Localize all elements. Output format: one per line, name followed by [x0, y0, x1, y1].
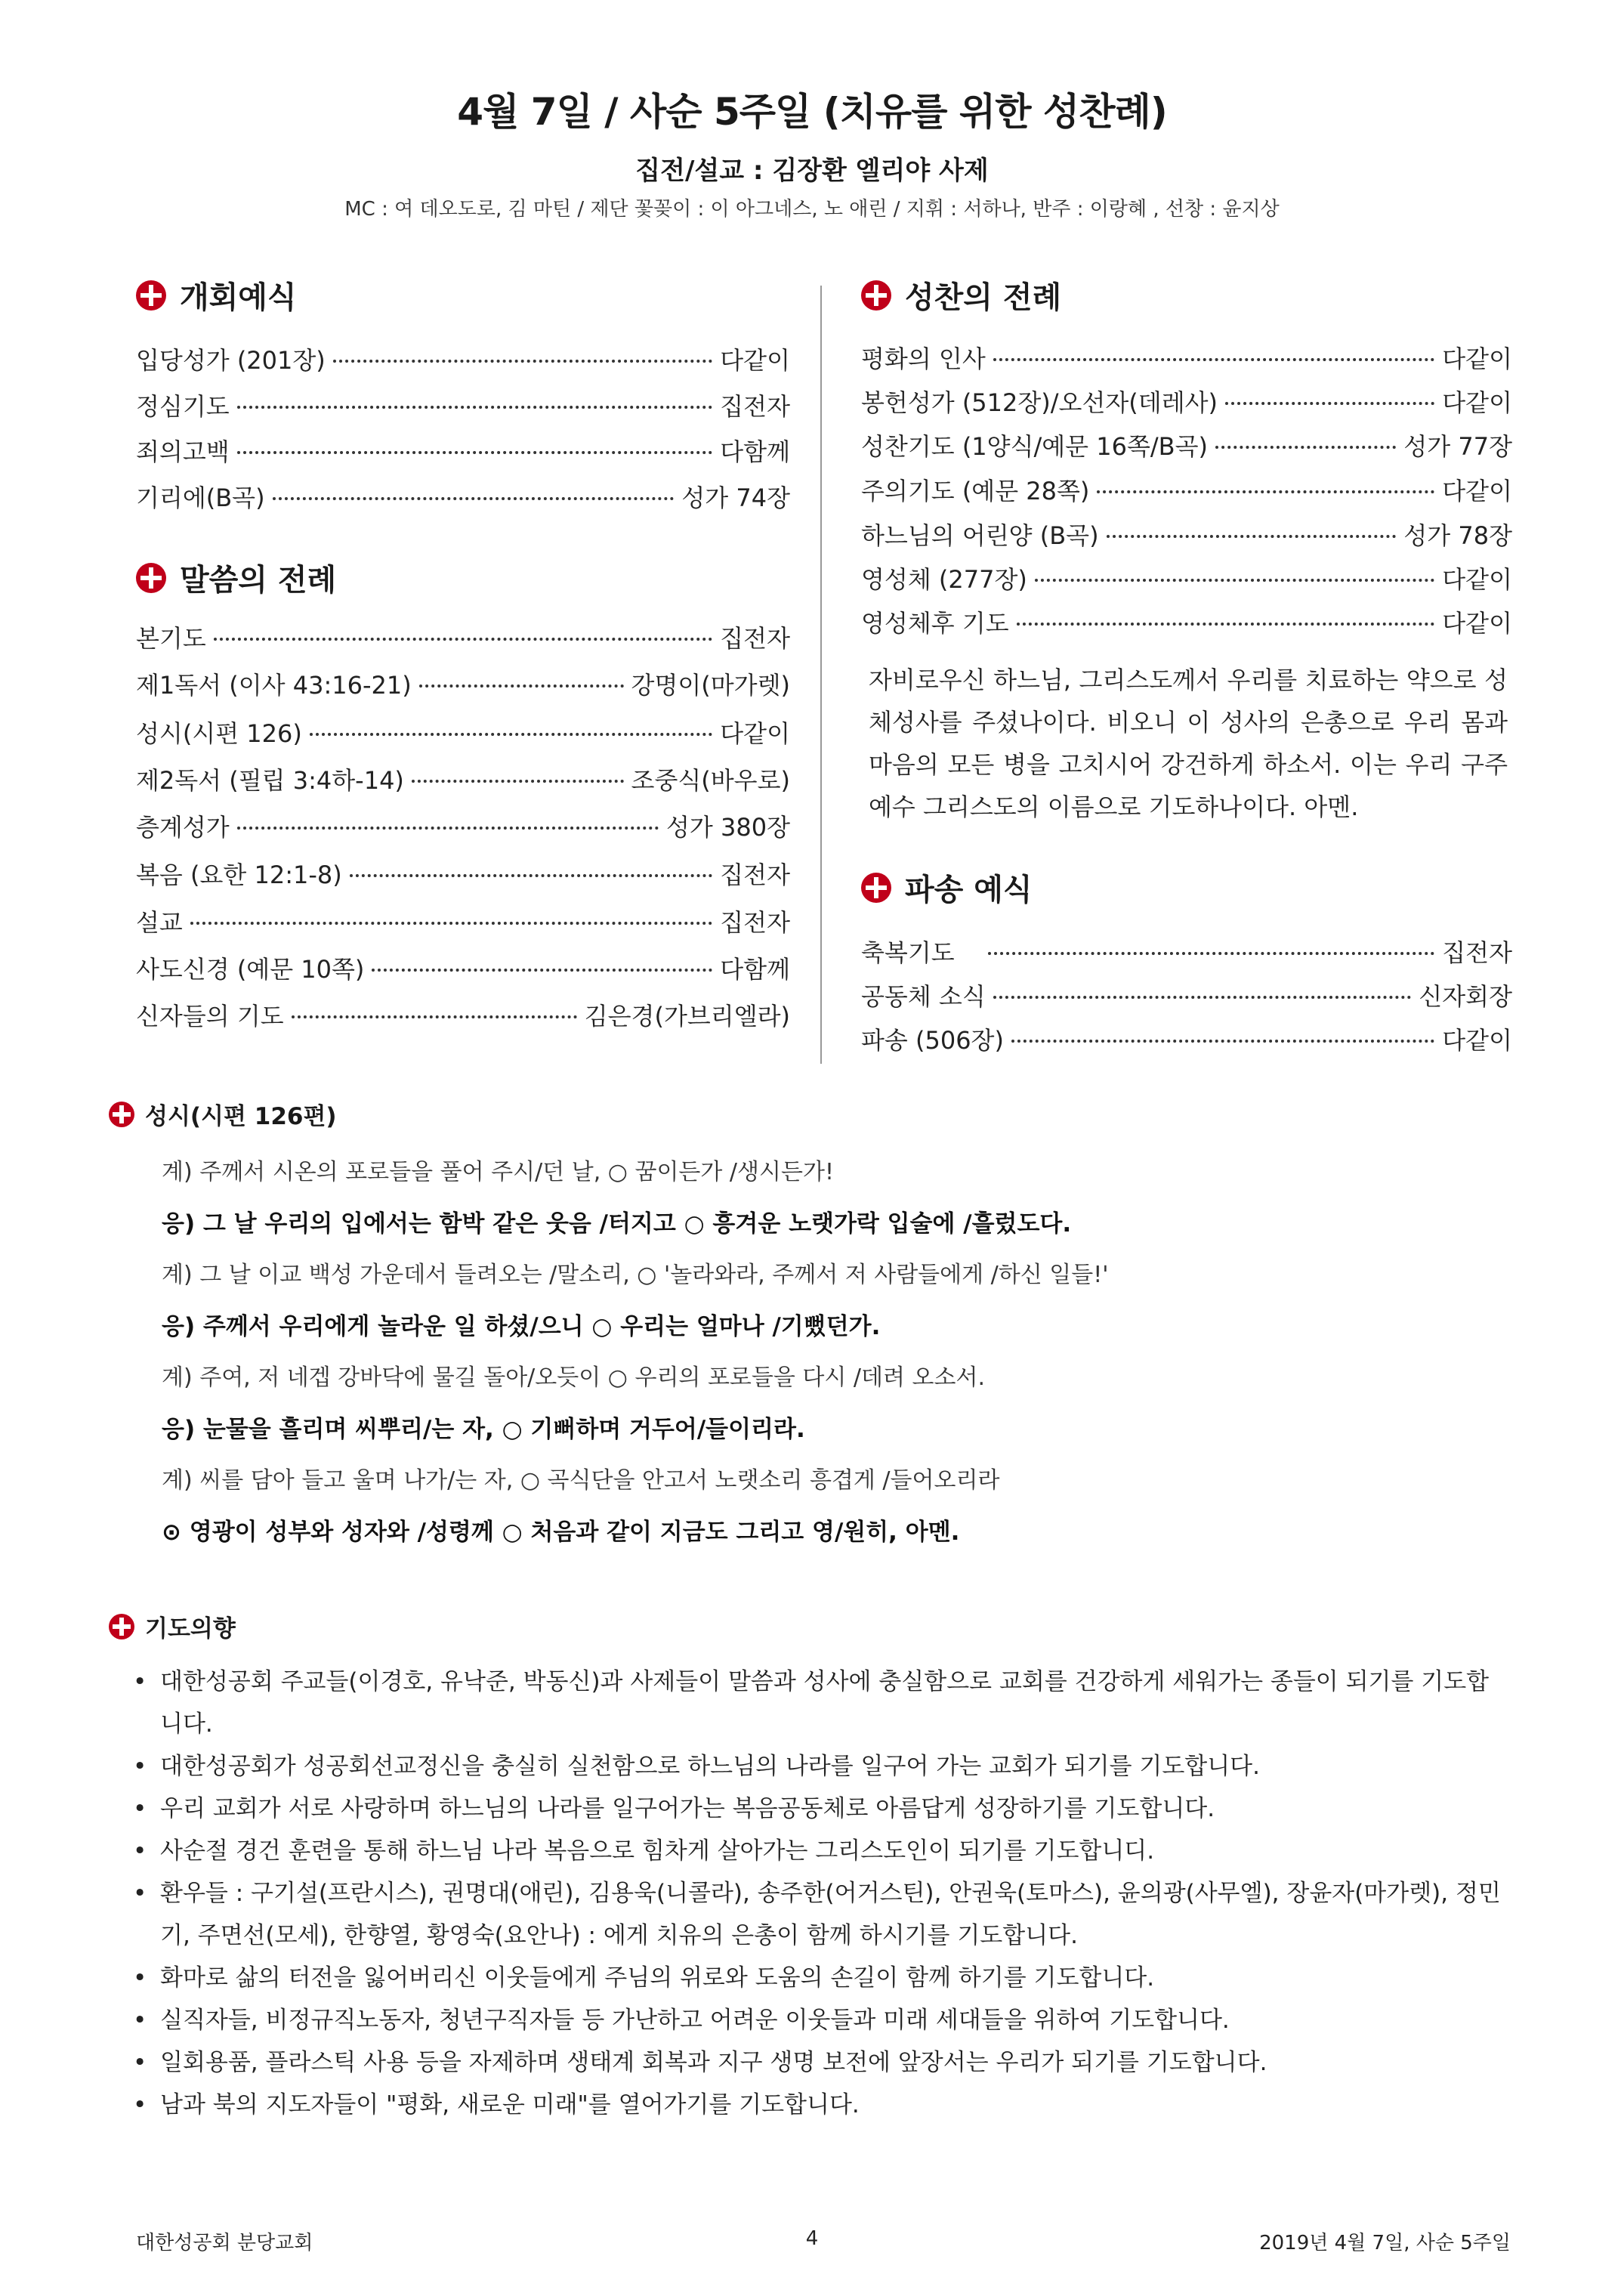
order-value: 다같이: [1442, 345, 1512, 373]
order-value: 성가 78장: [1403, 521, 1512, 550]
psalm-heading: [109, 1097, 337, 1131]
intention-text: 실직자들, 비정규직노동자, 청년구직자들 등 가난하고 어려운 이웃들과 미래 세대들을 위하여 기도합니다.: [160, 2007, 1230, 2034]
page-number: 4: [805, 2227, 819, 2250]
cross-icon: [136, 280, 166, 311]
word-title: 말씀의 전례: [180, 563, 337, 598]
order-row: [136, 715, 790, 749]
order-label: 기리에(B곡): [136, 484, 265, 512]
order-label: 제1독서 (이사 43:16-21): [136, 671, 412, 700]
gathering-title: 개회예식: [180, 280, 297, 315]
list-item: • 일회용품, 플라스틱 사용 등을 자제하며 생태계 회복과 지구 생명 보전에 앞장서는 우리가 되기를 기도합니다.: [133, 2041, 1511, 2084]
order-label: 주의기도 (예문 28쪽): [861, 477, 1090, 505]
cross-icon: [109, 1614, 134, 1639]
cross-icon: [861, 280, 891, 311]
column-divider: [820, 286, 822, 1064]
order-row: [861, 978, 1512, 1012]
order-value: 다같이: [720, 719, 790, 748]
order-label: 정심기도: [136, 392, 230, 421]
psalm-line: 계) 그 날 이교 백성 가운데서 들려오는 /말소리, ○ '놀라와라, 주께서 저 사람들에게 /하신 일들!': [162, 1262, 1109, 1288]
order-label: 파송 (506장): [861, 1026, 1004, 1055]
intention-text: 남과 북의 지도자들이 "평화, 새로운 미래"를 열어가기를 기도합니다.: [160, 2091, 860, 2118]
order-label: 입당성가 (201장): [136, 346, 326, 375]
order-row: [136, 856, 790, 891]
intention-text: 일회용품, 플라스틱 사용 등을 자제하며 생태계 회복과 지구 생명 보전에 앞장서는 우리가 되기를 기도합니다.: [160, 2049, 1267, 2076]
order-value: 조중식(바우로): [631, 766, 790, 795]
order-value: 성가 74장: [681, 484, 790, 512]
intentions-heading: [109, 1609, 236, 1643]
order-label: 죄의고백: [136, 437, 230, 466]
order-label: 하느님의 어린양 (B곡): [861, 521, 1099, 550]
list-item: • 사순절 경건 훈련을 통해 하느님 나라 복음으로 힘차게 살아가는 그리스도인이 되기를 기도합니디.: [133, 1830, 1511, 1872]
intentions-list: [133, 1661, 1511, 2126]
order-label: 평화의 인사: [861, 345, 986, 373]
psalm-line: 계) 주께서 시온의 포로들을 풀어 주시/던 날, ○ 꿈이든가 /생시든가!: [162, 1159, 834, 1185]
order-value: 집전자: [1442, 938, 1512, 967]
psalm-line: 계) 씨를 담아 들고 울며 나가/는 자, ○ 곡식단을 안고서 노랫소리 흥겹게 /들어오리라: [162, 1467, 1000, 1494]
order-value: 강명이(마가렛): [631, 671, 790, 700]
order-label: 신자들의 기도: [136, 1002, 284, 1031]
list-item: • 남과 북의 지도자들이 "평화, 새로운 미래"를 열어가기를 기도합니다.: [133, 2084, 1511, 2126]
dismissal-heading: [861, 866, 1033, 909]
order-value: 성가 77장: [1403, 432, 1512, 461]
psalm-line: 응) 눈물을 흘리며 씨뿌리/는 자, ○ 기뻐하며 거두어/들이리라.: [162, 1416, 805, 1443]
order-row: [861, 561, 1512, 595]
order-row: [136, 997, 790, 1032]
intentions-title: 기도의향: [145, 1615, 236, 1642]
order-row: [861, 517, 1512, 552]
order-label: 성찬기도 (1양식/예문 16쪽/B곡): [861, 432, 1209, 461]
order-value: 집전자: [720, 392, 790, 421]
order-row: [136, 620, 790, 654]
order-label: 제2독서 (필립 3:4하-14): [136, 766, 404, 795]
intention-text: 대한성공회가 성공회선교정신을 충실히 실천함으로 하느님의 나라를 일구어 가는 교회가 되기를 기도합니다.: [160, 1753, 1260, 1780]
order-value: 성가 380장: [666, 813, 790, 842]
cross-icon: [136, 563, 166, 593]
intention-text: 우리 교회가 서로 사랑하며 하느님의 나라를 일구어가는 복음공동체로 아름답게 성장하기를 기도합니다.: [160, 1795, 1215, 1822]
order-label: 성시(시편 126): [136, 719, 302, 748]
order-value: 집전자: [720, 861, 790, 889]
order-value: 다같이: [720, 346, 790, 375]
credits-line: MC : 여 데오도로, 김 마틴 / 제단 꽃꽂이 : 이 아그네스, 노 애린 / 지휘 : 서하나, 반주 : 이랑혜 , 선창 : 윤지상: [344, 198, 1280, 221]
order-label: 축복기도: [861, 938, 955, 967]
order-row: [861, 428, 1512, 462]
list-item: • 우리 교회가 서로 사랑하며 하느님의 나라를 일구어가는 복음공동체로 아름답게 성장하기를 기도합니다.: [133, 1788, 1511, 1830]
order-value: 집전자: [720, 908, 790, 937]
order-row: [861, 604, 1512, 639]
order-row: [861, 340, 1512, 375]
intention-text: 대한성공회 주교들(이경호, 유낙준, 박동신)과 사제들이 말씀과 성사에 충실함으로 교회를 건강하게 세워가는 종들이 되기를 기도합니다.: [160, 1668, 1490, 1738]
order-row: [136, 433, 790, 468]
order-row: [861, 472, 1512, 507]
intention-text: 화마로 삶의 터전을 잃어버리신 이웃들에게 주님의 위로와 도움의 손길이 함께 하기를 기도합니다.: [160, 1964, 1155, 1992]
order-row: [136, 762, 790, 796]
list-item: • 대한성공회가 성공회선교정신을 충실히 실천함으로 하느님의 나라를 일구어 가는 교회가 되기를 기도합니다.: [133, 1745, 1511, 1788]
celebrant-line: 집전/설교 : 김장환 엘리야 사제: [635, 156, 989, 186]
order-row: [861, 384, 1512, 419]
order-row: [136, 479, 790, 514]
psalm-title: 성시(시편 126편): [145, 1103, 337, 1130]
order-label: 층계성가: [136, 813, 230, 842]
list-item: • 환우들 : 구기설(프란시스), 권명대(애린), 김용욱(니콜라), 송주한(어거스틴), 안권욱(토마스), 윤의광(사무엘), 장윤자(마가렛), 정민기, 주면선(모세), 한향열, 황영숙(요안나) : 에게 치유의 은총이 함께 하시기를 기도합니다.: [133, 1872, 1511, 1957]
order-value: 다같이: [1442, 388, 1512, 417]
order-value: 신자회장: [1419, 982, 1512, 1011]
order-value: 다같이: [1442, 609, 1512, 638]
order-row: [136, 808, 790, 843]
page-title: 4월 7일 / 사순 5주일 (치유를 위한 성찬례): [457, 90, 1167, 134]
word-heading: [136, 556, 336, 599]
psalm-line: ⊙ 영광이 성부와 성자와 /성령께 ○ 처음과 같이 지금도 그리고 영/원히, 아멘.: [162, 1519, 960, 1546]
footer-date: 2019년 4월 7일, 사순 5주일: [1259, 2232, 1511, 2254]
list-item: • 화마로 삶의 터전을 잃어버리신 이웃들에게 주님의 위로와 도움의 손길이 함께 하기를 기도합니다.: [133, 1957, 1511, 1999]
eucharist-heading: [861, 273, 1061, 317]
order-label: 영성체후 기도: [861, 609, 1009, 638]
footer-church: 대한성공회 분당교회: [136, 2232, 313, 2254]
list-item: • 대한성공회 주교들(이경호, 유낙준, 박동신)과 사제들이 말씀과 성사에 충실함으로 교회를 건강하게 세워가는 종들이 되기를 기도합니다.: [133, 1661, 1511, 1745]
order-value: 다함께: [720, 955, 790, 984]
order-row: [136, 341, 790, 376]
order-label: 영성체 (277장): [861, 565, 1027, 594]
cross-icon: [861, 873, 891, 903]
order-value: 다함께: [720, 437, 790, 466]
order-label: 설교: [136, 908, 183, 937]
dismissal-title: 파송 예식: [905, 873, 1033, 907]
list-item: • 실직자들, 비정규직노동자, 청년구직자들 등 가난하고 어려운 이웃들과 미래 세대들을 위하여 기도합니다.: [133, 1999, 1511, 2041]
order-row: [136, 666, 790, 701]
cross-icon: [109, 1102, 134, 1127]
order-value: 다같이: [1442, 477, 1512, 505]
order-label: 봉헌성가 (512장)/오선자(데레사): [861, 388, 1218, 417]
order-value: 김은경(가브리엘라): [584, 1002, 790, 1031]
psalm-line: 계) 주여, 저 네겝 강바닥에 물길 돌아/오듯이 ○ 우리의 포로들을 다시 /데려 오소서.: [162, 1364, 985, 1391]
order-value: 다같이: [1442, 1026, 1512, 1055]
order-value: 다같이: [1442, 565, 1512, 594]
eucharist-title: 성찬의 전례: [905, 280, 1062, 315]
order-label: 본기도: [136, 624, 206, 653]
order-label: 사도신경 (예문 10쪽): [136, 955, 365, 984]
order-row: [136, 904, 790, 938]
order-row: [136, 950, 790, 985]
psalm-line: 응) 주께서 우리에게 놀라운 일 하셨/으니 ○ 우리는 얼마나 /기뻤던가.: [162, 1313, 881, 1340]
gathering-heading: [136, 273, 297, 317]
order-label: 공동체 소식: [861, 982, 986, 1011]
order-row: [861, 1021, 1512, 1056]
order-row: [861, 934, 1512, 969]
post-communion-prayer: 자비로우신 하느님, 그리스도께서 우리를 치료하는 약으로 성체성사를 주셨나이다. 비오니 이 성사의 은총으로 우리 몸과 마음의 모든 병을 고치시어 강건하게 하소서. 이는 우리 구주 예수 그리스도의 이름으로 기도하나이다. 아멘.: [869, 666, 1508, 821]
psalm-line: 응) 그 날 우리의 입에서는 함박 같은 웃음 /터지고 ○ 흥겨운 노랫가락 입술에 /흘렀도다.: [162, 1210, 1072, 1238]
order-row: [136, 388, 790, 422]
order-label: 복음 (요한 12:1-8): [136, 861, 342, 889]
intention-text: 환우들 : 구기설(프란시스), 권명대(애린), 김용욱(니콜라), 송주한(어거스틴), 안권욱(토마스), 윤의광(사무엘), 장윤자(마가렛), 정민기, 주면선(모세), 한향열, 황영숙(요안나) : 에게 치유의 은총이 함께 하시기를 기도합니다.: [160, 1880, 1501, 1949]
intention-text: 사순절 경건 훈련을 통해 하느님 나라 복음으로 힘차게 살아가는 그리스도인이 되기를 기도합니디.: [160, 1837, 1155, 1865]
order-value: 집전자: [720, 624, 790, 653]
